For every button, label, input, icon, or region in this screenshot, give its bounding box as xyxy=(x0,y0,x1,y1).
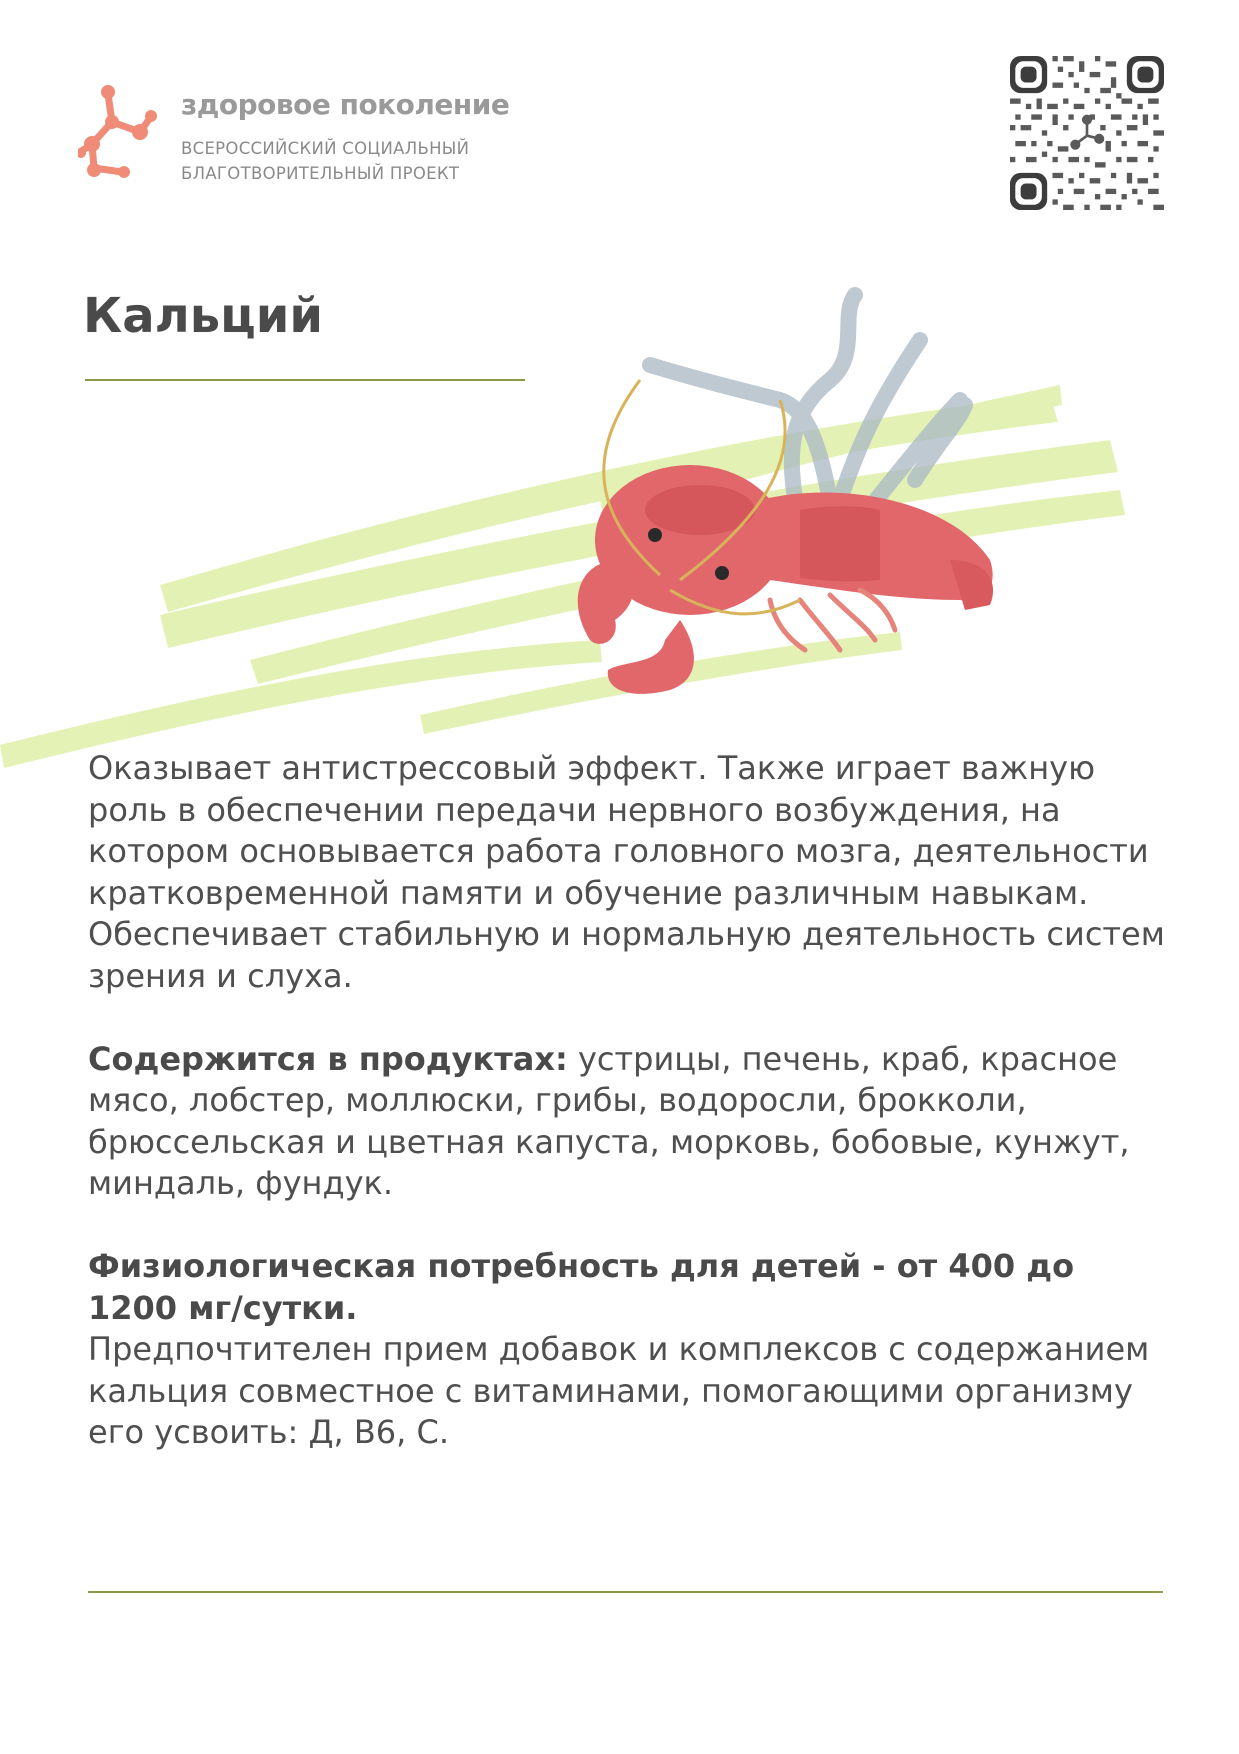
products-text: устрицы, печень, краб, красное мясо, лобстер, моллюски, грибы, водоросли, брокколи, брюссельская и цветная капуста, морковь, бобовые, кунжут, миндаль, фундук. xyxy=(88,1039,1130,1202)
products-label: Содержится в продуктах: xyxy=(88,1039,568,1078)
article-body xyxy=(88,748,1168,1454)
qr-code-icon xyxy=(1010,56,1164,210)
crayfish-illustration xyxy=(0,280,1239,780)
bottom-divider xyxy=(88,1591,1163,1593)
daily-need-heading: Физиологическая потребность для детей - от 400 до 1200 мг/сутки. xyxy=(88,1247,1075,1327)
daily-need-text: Предпочтителен прием добавок и комплексов с содержанием кальция совместное с витаминами, помогающими организму его усвоить: Д, В6, С. xyxy=(88,1330,1150,1451)
description-paragraph: Оказывает антистрессовый эффект. Также играет важную роль в обеспечении передачи нервного возбуждения, на котором основывается работа головного мозга, деятельности кратковременной памяти и обучение различным навыкам. Обеспечивает стабильную и нормальную деятельность систем зрения и слуха. xyxy=(88,749,1165,995)
brand-logo-icon xyxy=(78,82,160,184)
products-paragraph xyxy=(88,1039,1168,1205)
brand-name: здоровое поколение xyxy=(181,88,510,121)
brand-subtitle: ВСЕРОССИЙСКИЙ СОЦИАЛЬНЫЙ БЛАГОТВОРИТЕЛЬНЫЙ ПРОЕКТ xyxy=(181,139,470,183)
page-title: Кальций xyxy=(83,288,323,344)
